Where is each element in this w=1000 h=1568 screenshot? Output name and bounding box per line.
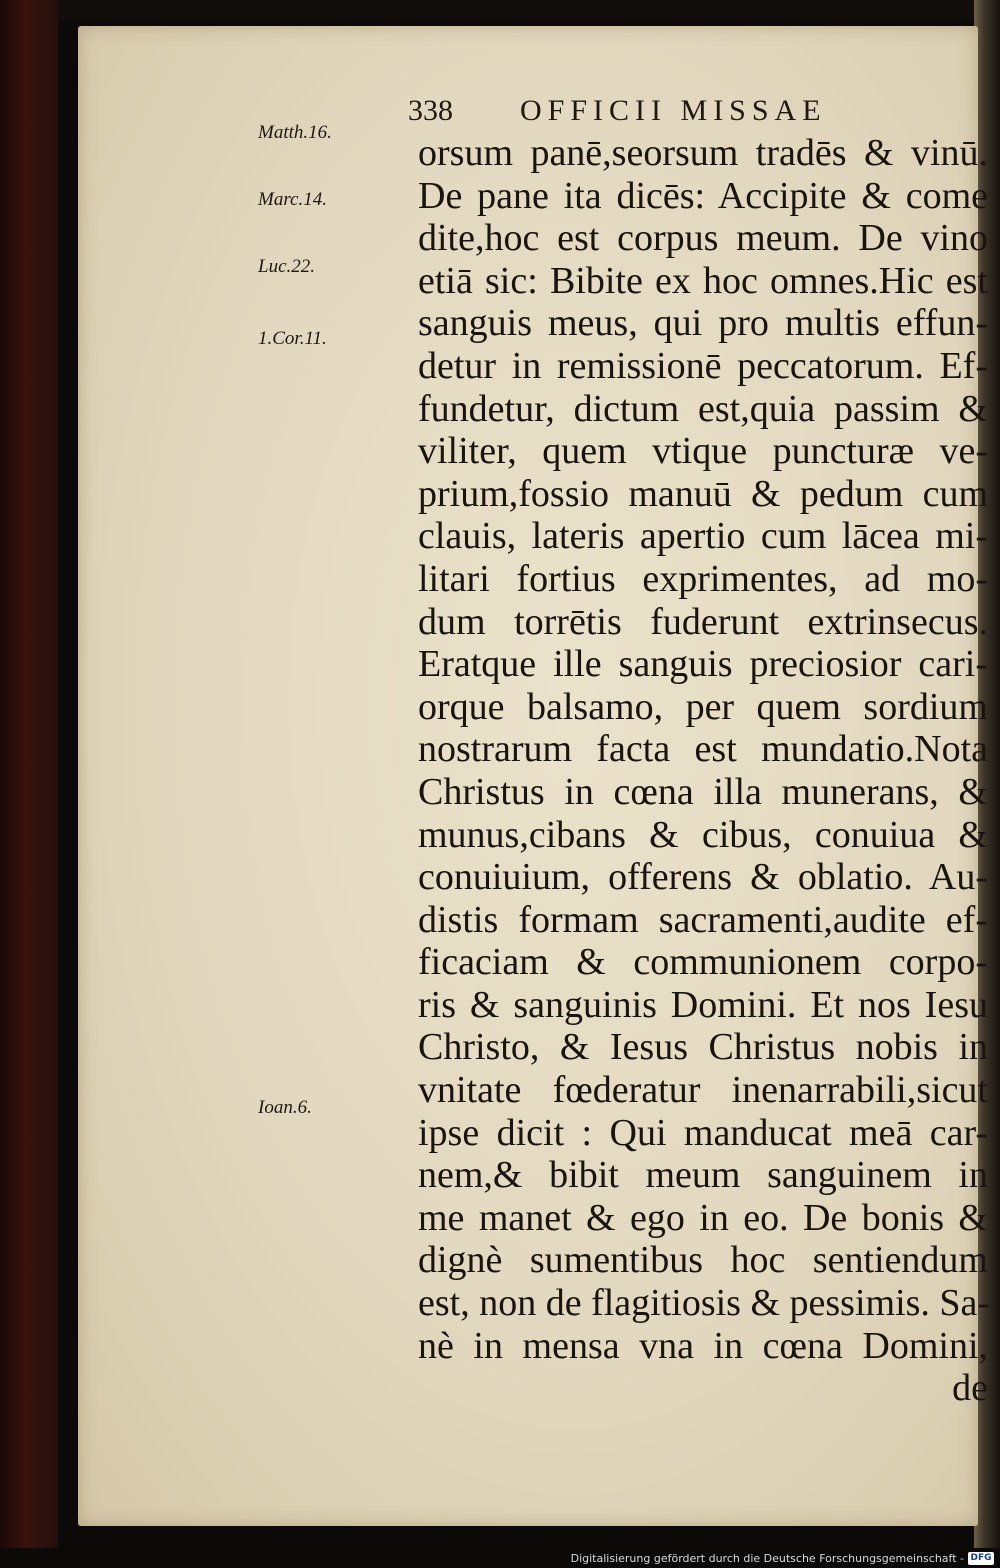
- book-spine-edge: [0, 0, 58, 1568]
- text-line: dum torrētis fuderunt extrinsecus.: [418, 600, 988, 643]
- text-line: detur in remissionē peccatorum. Ef-: [418, 344, 988, 387]
- text-line: Christus in cœna illa munerans, &: [418, 770, 988, 813]
- text-line: vnitate fœderatur inenarrabili,sicut: [418, 1069, 988, 1112]
- text-line: dignè sumentibus hoc sentiendum: [418, 1239, 988, 1282]
- text-line: nem,& bibit meum sanguinem in: [418, 1154, 988, 1197]
- marginal-note-john: Ioan.6.: [258, 1097, 312, 1118]
- text-line: etiā sic: Bibite ex hoc omnes.Hic est: [418, 259, 988, 302]
- catchword: de: [952, 1367, 988, 1410]
- text-line: viliter, quem vtique puncturæ ve-: [418, 430, 988, 473]
- text-line: ipse dicit : Qui manducat meā car-: [418, 1111, 988, 1154]
- running-head: [408, 96, 827, 126]
- text-line: fundetur, dictum est,quia passim &: [418, 387, 988, 430]
- text-line: clauis, lateris apertio cum lācea mi-: [418, 515, 988, 558]
- marginal-note-corinthians: 1.Cor.11.: [258, 328, 327, 349]
- main-text-block: [418, 132, 991, 1410]
- text-line: nè in mensa vna in cœna Domini,: [418, 1324, 988, 1367]
- text-line: Eratque ille sanguis preciosior cari-: [418, 643, 988, 686]
- running-title: OFFICII MISSAE: [520, 94, 827, 127]
- text-line: est, non de flagitiosis & pessimis. Sa-: [418, 1282, 991, 1325]
- marginal-note-mark: Marc.14.: [258, 189, 327, 210]
- marginal-note-matthew: Matth.16.: [258, 122, 332, 143]
- page-number: 338: [408, 94, 453, 127]
- text-line: munus,cibans & cibus, conuiua &: [418, 813, 988, 856]
- text-line: conuiuium, offerens & oblatio. Au-: [418, 856, 988, 899]
- book-page: [78, 26, 991, 1526]
- marginal-note-luke: Luc.22.: [258, 256, 315, 277]
- text-line: me manet & ego in eo. De bonis &: [418, 1196, 988, 1239]
- footer-bar: [0, 1548, 1000, 1568]
- text-line: nostrarum facta est mundatio.Nota: [418, 728, 988, 771]
- text-line: Christo, & Iesus Christus nobis in: [418, 1026, 988, 1069]
- text-line: dite,hoc est corpus meum. De vino: [418, 217, 988, 260]
- dfg-logo-icon: DFG: [968, 1552, 994, 1565]
- text-line: sanguis meus, qui pro multis effun-: [418, 302, 988, 345]
- text-line: litari fortius exprimentes, ad mo-: [418, 557, 988, 600]
- text-line: prium,fossio manuū & pedum cum: [418, 472, 988, 515]
- text-line: orsum panē,seorsum tradēs & vinū.: [418, 132, 988, 174]
- funding-credit: Digitalisierung gefördert durch die Deutsche Forschungsgemeinschaft -: [570, 1552, 964, 1565]
- text-line: ris & sanguinis Domini. Et nos Iesu: [418, 983, 988, 1026]
- text-line: distis formam sacramenti,audite ef-: [418, 898, 988, 941]
- text-line: ficaciam & communionem corpo-: [418, 941, 988, 984]
- text-line: De pane ita dicēs: Accipite & come: [418, 174, 988, 217]
- top-scan-border: [58, 0, 1000, 22]
- text-line: orque balsamo, per quem sordium: [418, 685, 988, 728]
